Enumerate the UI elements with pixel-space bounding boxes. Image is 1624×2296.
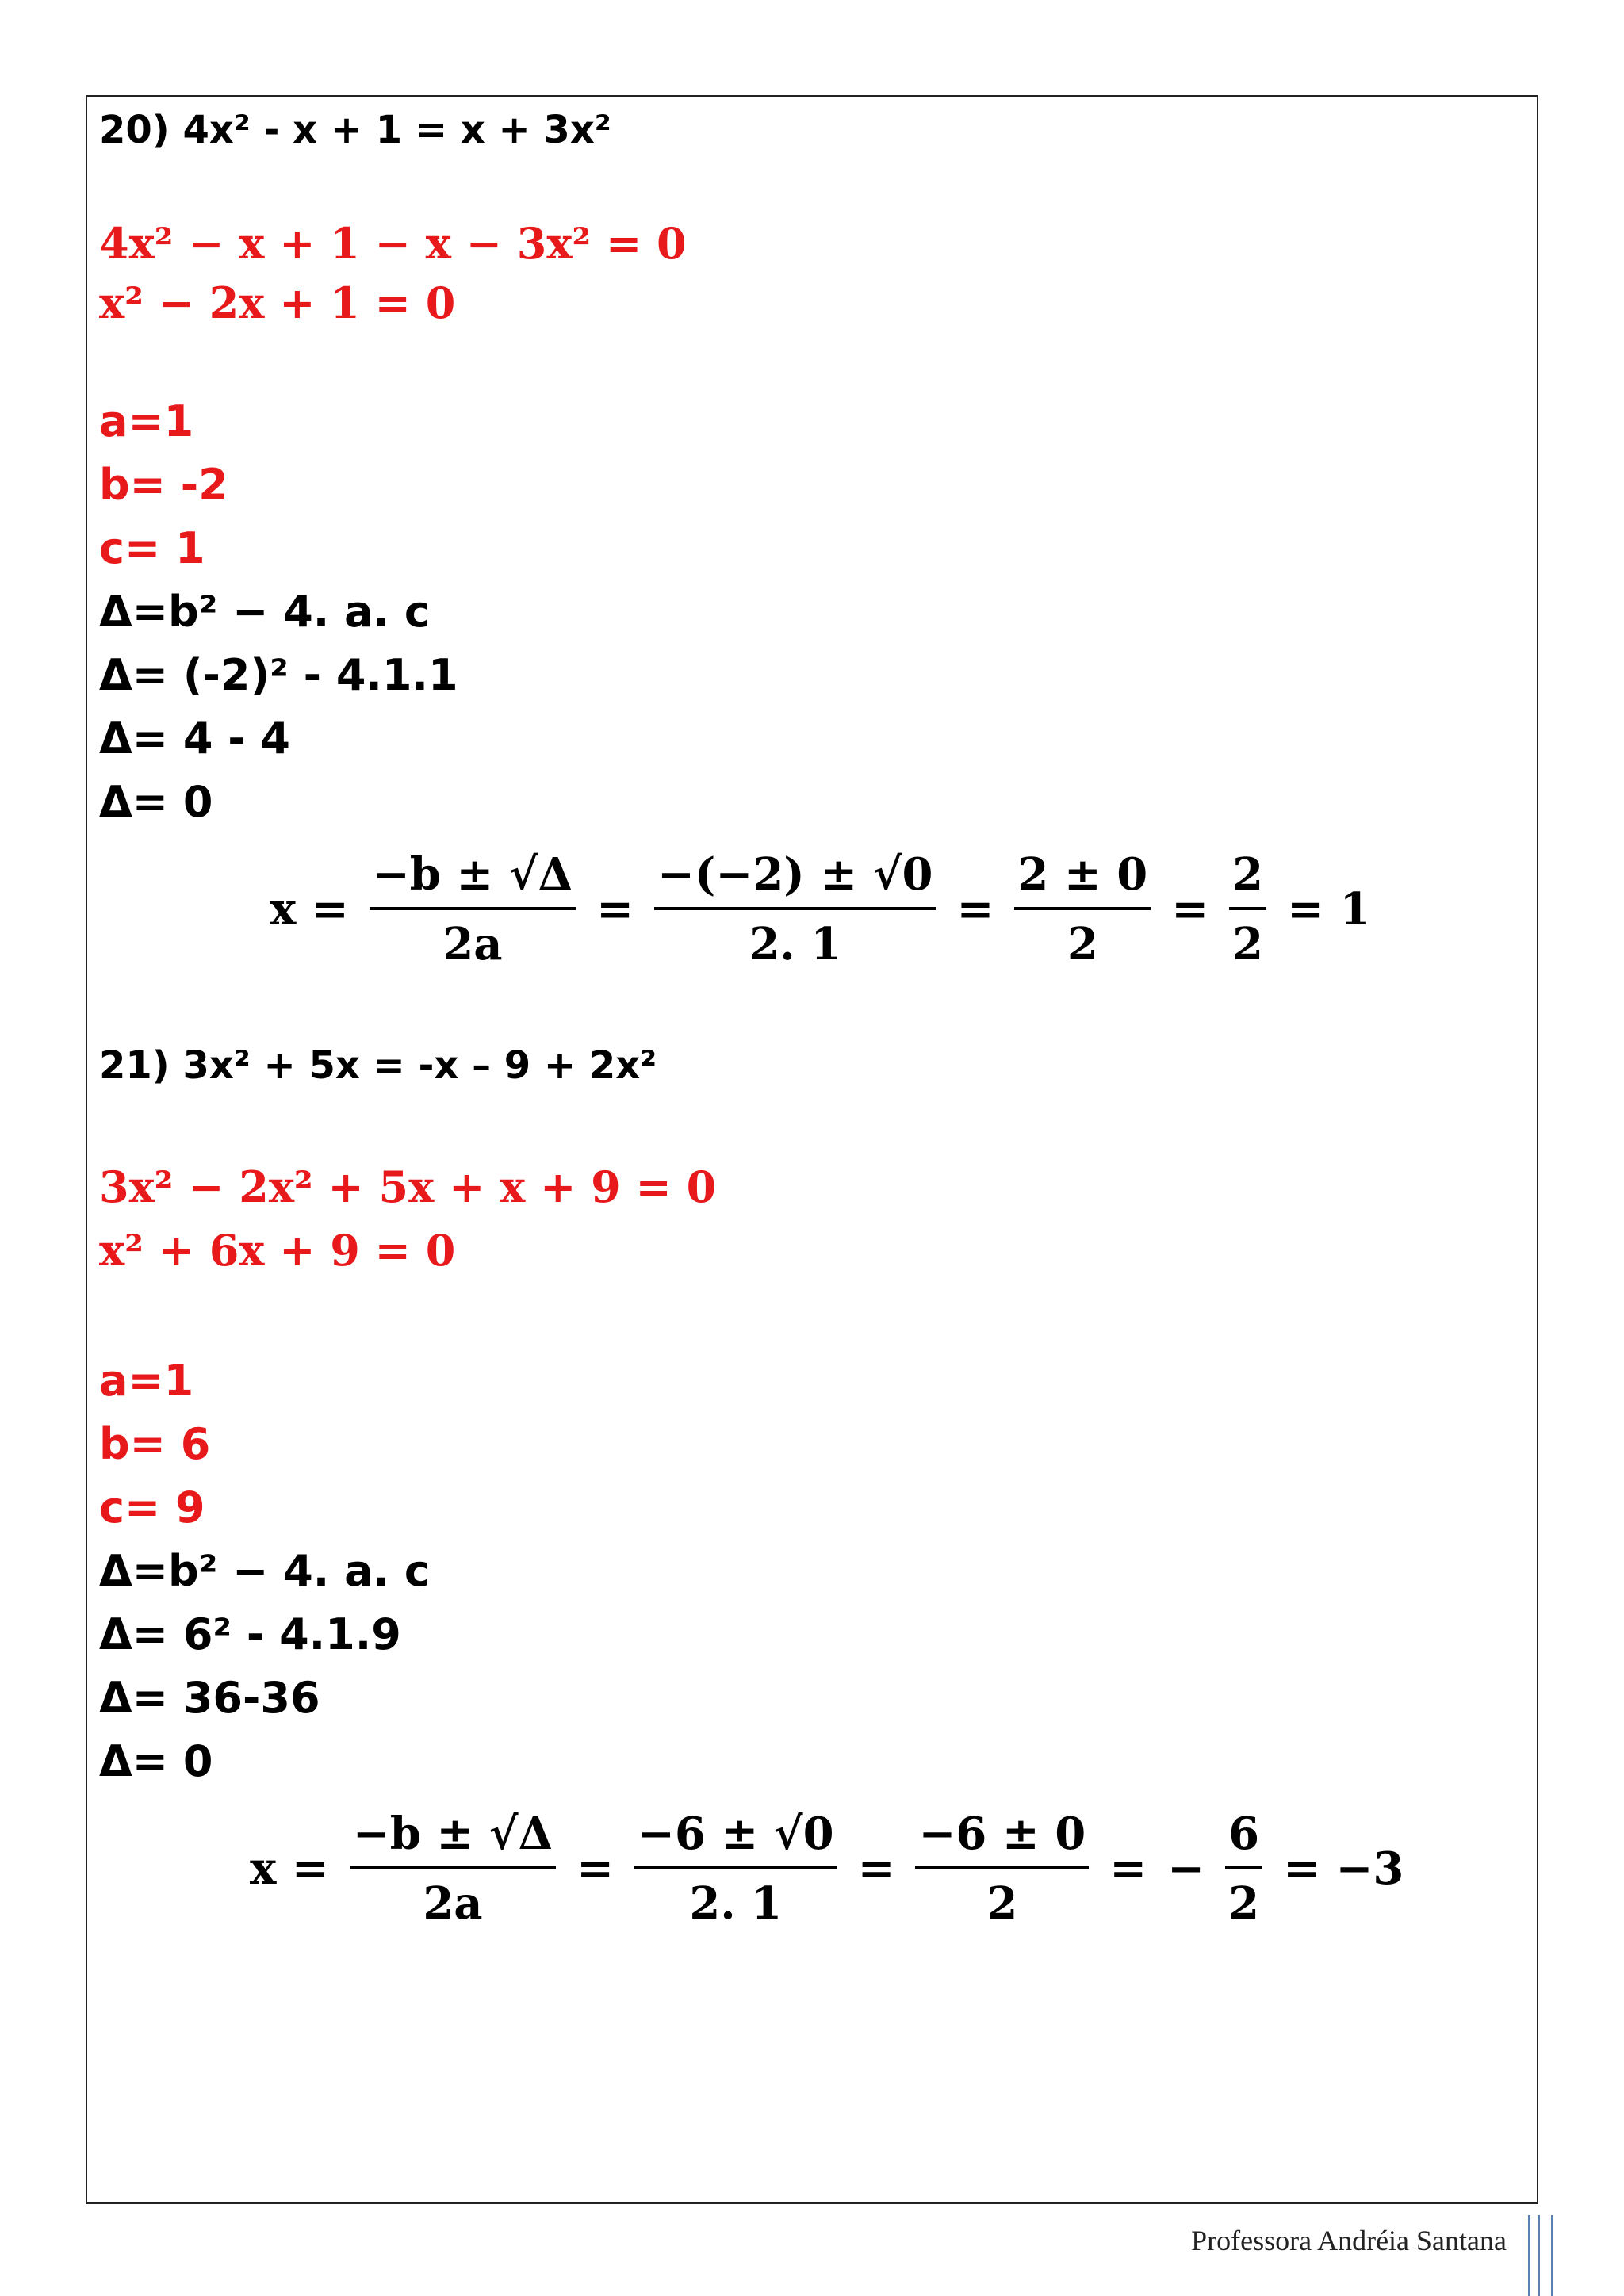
fraction-numerator: 2 ± 0 — [1017, 848, 1148, 901]
problem-20-coef-b: b= -2 — [99, 460, 228, 510]
problem-21-bhaskara-formula — [250, 1808, 1404, 1930]
equals-sign: = — [857, 1843, 895, 1895]
formula-lhs: x = — [250, 1843, 329, 1895]
formula-lhs: x = — [270, 883, 349, 936]
fraction-denominator: 2. 1 — [689, 1877, 783, 1930]
fraction-denominator: 2. 1 — [749, 918, 842, 970]
fraction-numerator: −b ± √Δ — [352, 1808, 553, 1860]
problem-20-delta-substitution: Δ= (-2)² - 4.1.1 — [99, 650, 458, 700]
problem-21-coef-b: b= 6 — [99, 1419, 211, 1469]
problem-21-delta-calculation: Δ= 36-36 — [99, 1673, 320, 1723]
problem-21-simplified: x² + 6x + 9 = 0 — [99, 1225, 456, 1276]
problem-20-delta-result: Δ= 0 — [99, 777, 213, 827]
equals-sign: = — [1171, 883, 1209, 936]
problem-21-rearranged: 3x² − 2x² + 5x + x + 9 = 0 — [99, 1161, 717, 1212]
fraction-numerator: 2 — [1232, 848, 1264, 901]
fraction — [370, 848, 576, 970]
problem-21-title: 21) 3x² + 5x = -x – 9 + 2x² — [99, 1043, 657, 1088]
fraction-numerator: −(−2) ± √0 — [657, 848, 933, 901]
problem-20-delta-calculation: Δ= 4 - 4 — [99, 714, 290, 763]
fraction — [1014, 848, 1151, 970]
equals-sign: = — [576, 1843, 614, 1895]
problem-21-delta-result: Δ= 0 — [99, 1736, 213, 1786]
fraction-denominator: 2a — [423, 1877, 483, 1930]
formula-result: = −3 — [1283, 1843, 1404, 1895]
problem-20-rearranged: 4x² − x + 1 − x − 3x² = 0 — [99, 218, 687, 269]
fraction-numerator: −6 ± 0 — [918, 1808, 1086, 1860]
equals-sign: = — [956, 883, 994, 936]
equals-sign: = — [596, 883, 634, 936]
fraction-denominator: 2 — [986, 1877, 1018, 1930]
fraction-numerator: −b ± √Δ — [372, 848, 573, 901]
problem-20-title: 20) 4x² - x + 1 = x + 3x² — [99, 108, 611, 152]
fraction-numerator: −6 ± √0 — [637, 1808, 834, 1860]
fraction — [350, 1808, 556, 1930]
formula-result: = 1 — [1287, 883, 1371, 936]
fraction-denominator: 2 — [1228, 1877, 1260, 1930]
problem-20-simplified: x² − 2x + 1 = 0 — [99, 277, 456, 328]
fraction — [1229, 848, 1266, 970]
footer-author: Professora Andréia Santana — [1191, 2225, 1507, 2256]
problem-21-coef-a: a=1 — [99, 1356, 194, 1406]
problem-20-coef-c: c= 1 — [99, 523, 205, 573]
equals-sign: = — [1109, 1843, 1147, 1895]
fraction — [915, 1808, 1089, 1930]
fraction-denominator: 2 — [1067, 918, 1098, 970]
problem-20-delta-formula: Δ=b² − 4. a. c — [99, 587, 430, 637]
problem-21-delta-formula: Δ=b² − 4. a. c — [99, 1546, 430, 1596]
fraction — [634, 1808, 837, 1930]
problem-21-coef-c: c= 9 — [99, 1483, 205, 1533]
fraction-denominator: 2a — [442, 918, 503, 970]
problem-21-delta-substitution: Δ= 6² - 4.1.9 — [99, 1609, 401, 1659]
problem-20-bhaskara-formula — [270, 848, 1371, 970]
fraction-numerator: 6 — [1228, 1808, 1260, 1860]
fraction-denominator: 2 — [1232, 918, 1264, 970]
fraction — [654, 848, 936, 970]
footer-decorative-lines — [1528, 2215, 1553, 2296]
problem-20-coef-a: a=1 — [99, 396, 194, 446]
negative-sign: − — [1167, 1843, 1205, 1895]
fraction — [1225, 1808, 1262, 1930]
